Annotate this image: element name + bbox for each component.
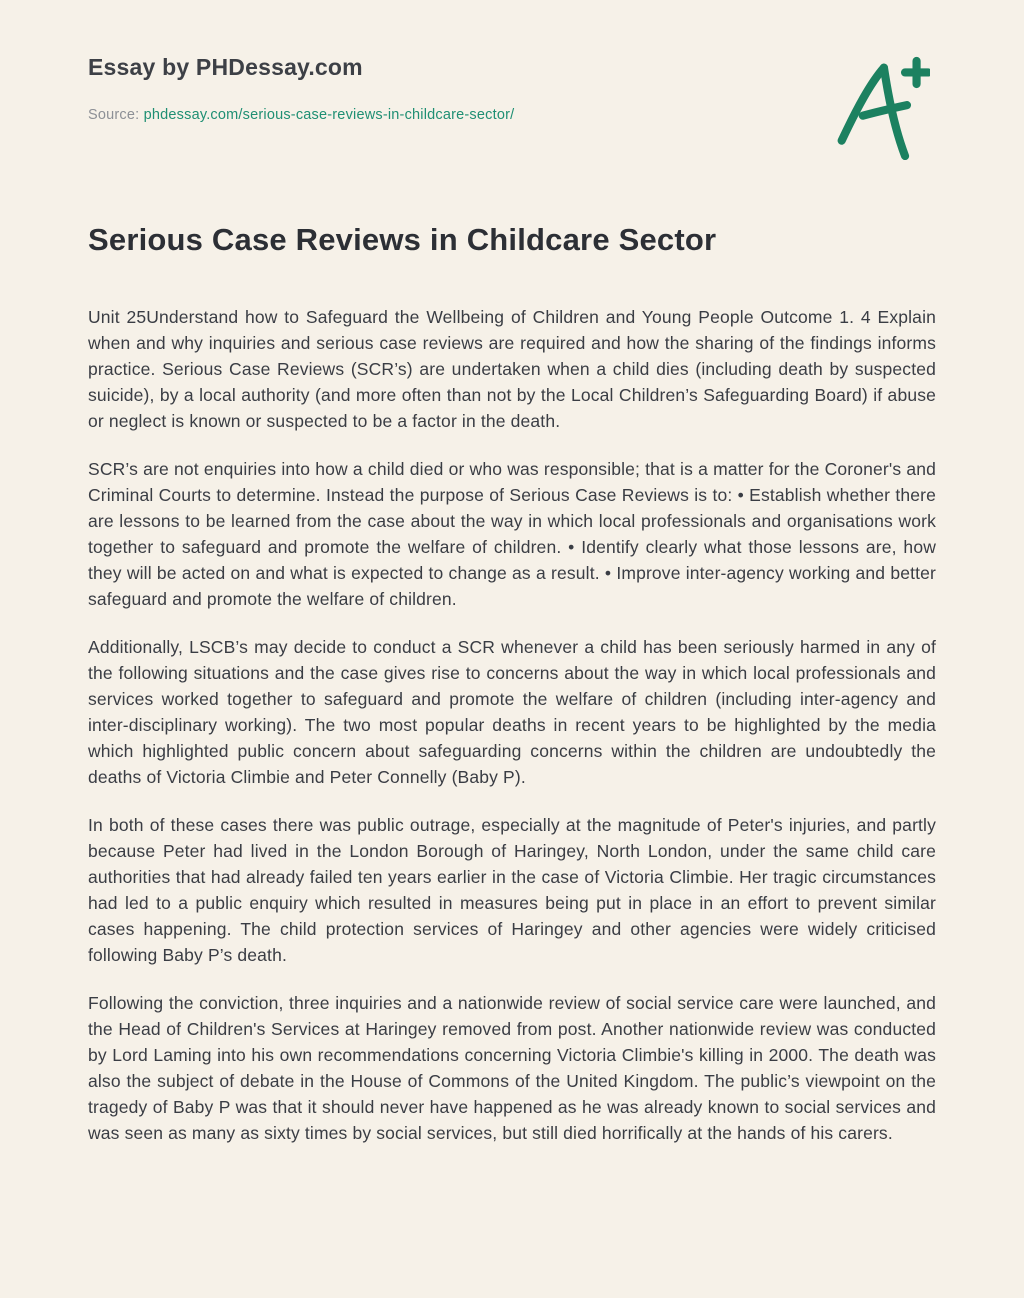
- document-header: [88, 52, 936, 160]
- essay-paragraph-3: Additionally, LSCB’s may decide to conduct a SCR whenever a child has been seriously harmed in any of the following situations and the case gives rise to concerns about the way in which local professionals and services worked together to safeguard and promote the welfare of children (including inter-agency and inter-disciplinary working). The two most popular deaths in recent years to be highlighted by the media which highlighted public concern about safeguarding concerns within the children are undoubtedly the deaths of Victoria Climbie and Peter Connelly (Baby P).: [88, 637, 936, 787]
- header-text-block: [88, 52, 514, 123]
- source-link[interactable]: phdessay.com/serious-case-reviews-in-childcare-sector/: [143, 107, 515, 123]
- source-label: Source:: [88, 107, 140, 123]
- essay-paragraph-4: In both of these cases there was public outrage, especially at the magnitude of Peter's injuries, and partly because Peter had lived in the London Borough of Haringey, North London, under the same child care authorities that had already failed ten years earlier in the case of Victoria Climbie. Her tragic circumstances had led to a public enquiry which resulted in measures being put in place in an effort to prevent similar cases happening. The child protection services of Haringey and other agencies were widely criticised following Baby P’s death.: [88, 815, 936, 965]
- a-plus-logo-icon: [834, 56, 930, 160]
- a-plus-logo: [834, 56, 930, 160]
- site-title: Essay by PHDessay.com: [88, 54, 363, 80]
- source-line: [88, 107, 514, 123]
- essay-title: Serious Case Reviews in Childcare Sector: [88, 222, 717, 257]
- essay-body: [88, 304, 936, 1146]
- essay-paragraph-1: Unit 25Understand how to Safeguard the Wellbeing of Children and Young People Outcome 1. 4 Explain when and why inquiries and serious case reviews are required and how the sharing of the findings informs practice. Serious Case Reviews (SCR’s) are undertaken when a child dies (including death by suspected suicide), by a local authority (and more often than not by the Local Children’s Safeguarding Board) if abuse or neglect is known or suspected to be a factor in the death.: [88, 307, 936, 431]
- essay-paragraph-5: Following the conviction, three inquiries and a nationwide review of social service care were launched, and the Head of Children's Services at Haringey removed from post. Another nationwide review was conducted by Lord Laming into his own recommendations concerning Victoria Climbie's killing in 2000. The death was also the subject of debate in the House of Commons of the United Kingdom. The public’s viewpoint on the tragedy of Baby P was that it should never have happened as he was already known to social services and was seen as many as sixty times by social services, but still died horrifically at the hands of his carers.: [88, 993, 936, 1143]
- essay-paragraph-2: SCR’s are not enquiries into how a child died or who was responsible; that is a matter for the Coroner's and Criminal Courts to determine. Instead the purpose of Serious Case Reviews is to: • Establish whether there are lessons to be learned from the case about the way in which local professionals and organisations work together to safeguard and promote the welfare of children. • Identify clearly what those lessons are, how they will be acted on and what is expected to change as a result. • Improve inter-agency working and better safeguard and promote the welfare of children.: [88, 459, 936, 609]
